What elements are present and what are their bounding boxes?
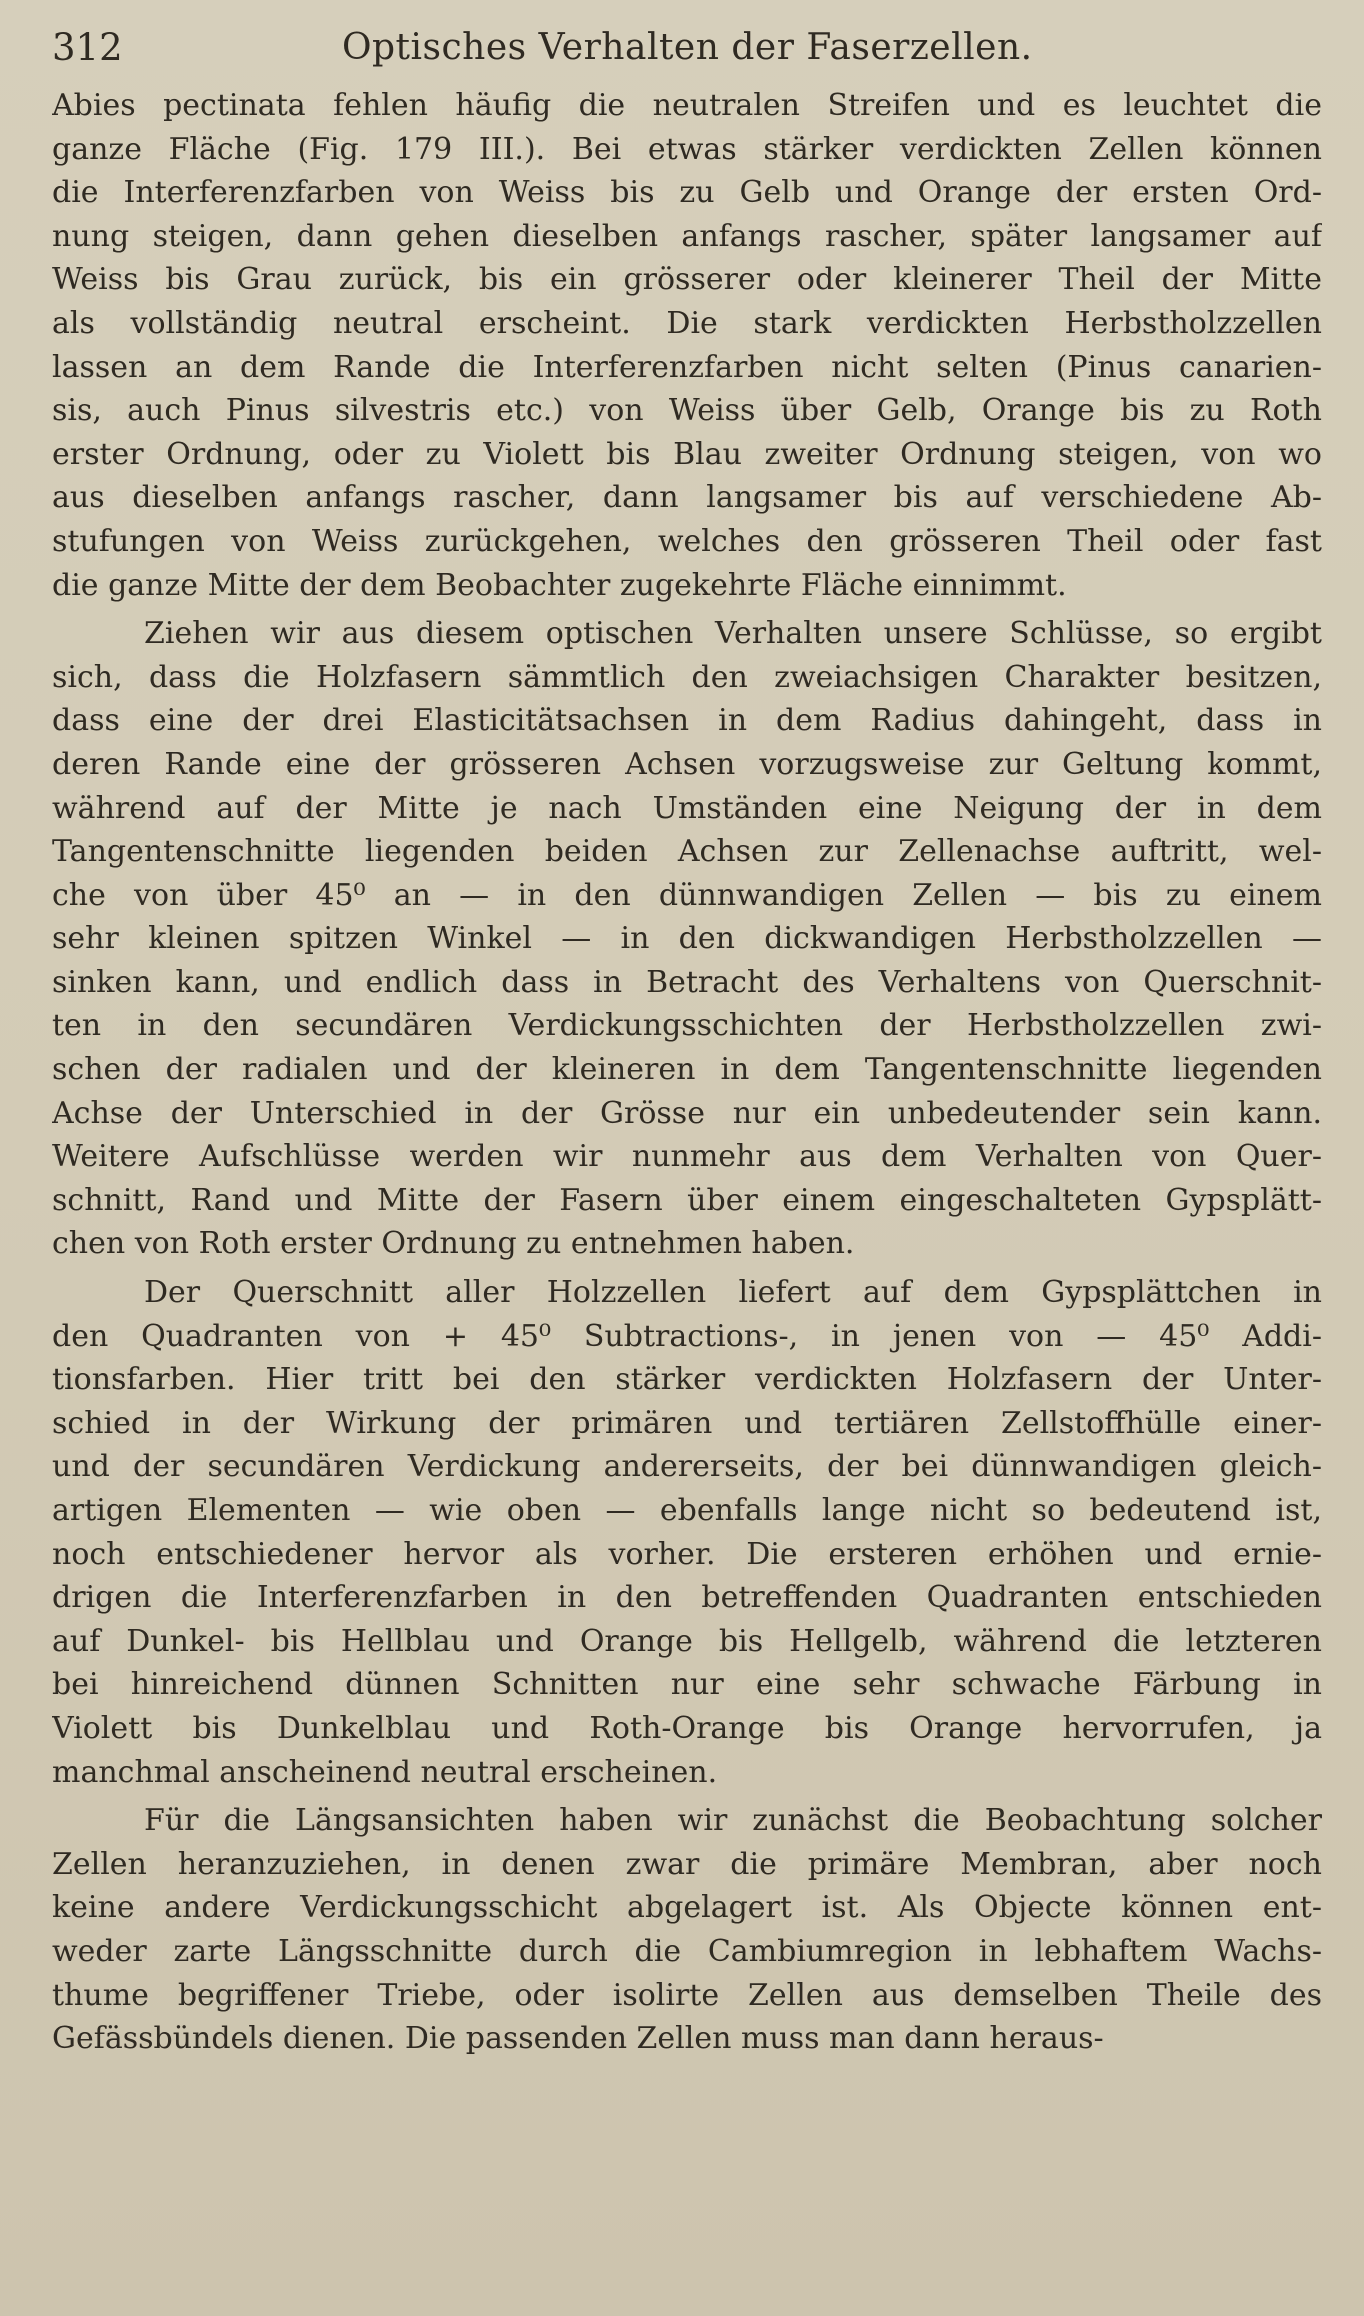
text-line: keine andere Verdickungsschicht abgelagert ist. Als Objecte können ent-: [52, 1890, 1322, 1926]
text-line: Abies pectinata fehlen häufig die neutralen Streifen und es leuchtet die: [52, 88, 1322, 123]
text-line: weder zarte Längsschnitte durch die Cambiumregion in lebhaftem Wachs-: [52, 1933, 1322, 1969]
text-line: deren Rande eine der grösseren Achsen vorzugsweise zur Geltung kommt,: [52, 746, 1322, 782]
text-line: Für die Längsansichten haben wir zunächst die Beobachtung solcher: [144, 1803, 1322, 1839]
text-line: ganze Fläche (Fig. 179 III.). Bei etwas stärker verdickten Zellen können: [52, 131, 1322, 167]
text-line: stufungen von Weiss zurückgehen, welches den grösseren Theil oder fast: [52, 523, 1322, 559]
text-line: während auf der Mitte je nach Umständen eine Neigung der in dem: [52, 790, 1322, 826]
running-title: Optisches Verhalten der Faserzellen.: [342, 27, 1033, 68]
text-line: schen der radialen und der kleineren in dem Tangentenschnitte liegenden: [52, 1052, 1322, 1088]
text-line: nung steigen, dann gehen dieselben anfangs rascher, später langsamer auf: [52, 218, 1322, 254]
body-text: [52, 84, 1322, 2066]
text-line: thume begriffener Triebe, oder isolirte Zellen aus demselben Theile des: [52, 1977, 1322, 2013]
text-line: bei hinreichend dünnen Schnitten nur eine sehr schwache Färbung in: [52, 1667, 1322, 1703]
text-line: Weitere Aufschlüsse werden wir nunmehr aus dem Verhalten von Quer-: [52, 1139, 1322, 1175]
text-line: dass eine der drei Elasticitätsachsen in dem Radius dahingeht, dass in: [52, 703, 1322, 739]
text-line: Tangentenschnitte liegenden beiden Achsen zur Zellenachse auftritt, wel-: [52, 834, 1322, 870]
text-line: manchmal anscheinend neutral erscheinen.: [52, 1754, 718, 1790]
text-line: tionsfarben. Hier tritt bei den stärker verdickten Holzfasern der Unter-: [52, 1362, 1322, 1398]
text-line: Achse der Unterschied in der Grösse nur ein unbedeutender sein kann.: [52, 1095, 1322, 1131]
text-line: sis, auch Pinus silvestris etc.) von Weiss über Gelb, Orange bis zu Roth: [52, 393, 1322, 429]
text-line: chen von Roth erster Ordnung zu entnehmen haben.: [52, 1226, 855, 1262]
text-line: drigen die Interferenzfarben in den betreffenden Quadranten entschieden: [52, 1580, 1322, 1616]
text-line: sehr kleinen spitzen Winkel — in den dickwandigen Herbstholzzellen —: [52, 921, 1322, 957]
paragraph: [52, 1799, 1322, 2061]
text-line: Weiss bis Grau zurück, bis ein grösserer oder kleinerer Theil der Mitte: [52, 262, 1322, 298]
text-line: aus dieselben anfangs rascher, dann langsamer bis auf verschiedene Ab-: [52, 480, 1322, 516]
text-line: Ziehen wir aus diesem optischen Verhalten unsere Schlüsse, so ergibt: [144, 616, 1322, 652]
text-line: sich, dass die Holzfasern sämmtlich den zweiachsigen Charakter besitzen,: [52, 659, 1322, 695]
text-line: die ganze Mitte der dem Beobachter zugekehrte Fläche einnimmt.: [52, 567, 1067, 603]
text-line: che von über 45⁰ an — in den dünnwandigen Zellen — bis zu einem: [52, 877, 1322, 913]
text-line: lassen an dem Rande die Interferenzfarben nicht selten (Pinus canarien-: [52, 349, 1322, 385]
text-line: Zellen heranzuziehen, in denen zwar die primäre Membran, aber noch: [52, 1846, 1322, 1882]
paragraph: [52, 612, 1322, 1266]
text-line: die Interferenzfarben von Weiss bis zu Gelb und Orange der ersten Ord-: [52, 175, 1322, 211]
text-line: noch entschiedener hervor als vorher. Die ersteren erhöhen und ernie-: [52, 1536, 1322, 1572]
text-line: sinken kann, und endlich dass in Betracht des Verhaltens von Querschnit-: [52, 964, 1322, 1000]
text-line: schied in der Wirkung der primären und tertiären Zellstoffhülle einer-: [52, 1405, 1322, 1441]
text-line: artigen Elementen — wie oben — ebenfalls lange nicht so bedeutend ist,: [52, 1493, 1322, 1528]
text-line: erster Ordnung, oder zu Violett bis Blau zweiter Ordnung steigen, von wo: [52, 436, 1322, 472]
text-line: Der Querschnitt aller Holzzellen liefert auf dem Gypsplättchen in: [144, 1275, 1322, 1311]
text-line: auf Dunkel- bis Hellblau und Orange bis Hellgelb, während die letzteren: [52, 1623, 1322, 1659]
text-line: und der secundären Verdickung andererseits, der bei dünnwandigen gleich-: [52, 1449, 1322, 1485]
paragraph: [52, 84, 1322, 607]
text-line: Gefässbündels dienen. Die passenden Zellen muss man dann heraus-: [52, 2021, 1104, 2057]
text-line: Violett bis Dunkelblau und Roth-Orange bis Orange hervorrufen, ja: [52, 1710, 1322, 1746]
page-header: [52, 20, 1322, 76]
text-line: schnitt, Rand und Mitte der Fasern über einem eingeschalteten Gypsplätt-: [52, 1182, 1322, 1218]
text-line: ten in den secundären Verdickungsschichten der Herbstholzzellen zwi-: [52, 1008, 1322, 1044]
paragraph: [52, 1271, 1322, 1794]
text-line: als vollständig neutral erscheint. Die stark verdickten Herbstholzzellen: [52, 305, 1322, 341]
page-number: 312: [52, 26, 123, 69]
text-line: den Quadranten von + 45⁰ Subtractions-, in jenen von — 45⁰ Addi-: [52, 1318, 1322, 1354]
